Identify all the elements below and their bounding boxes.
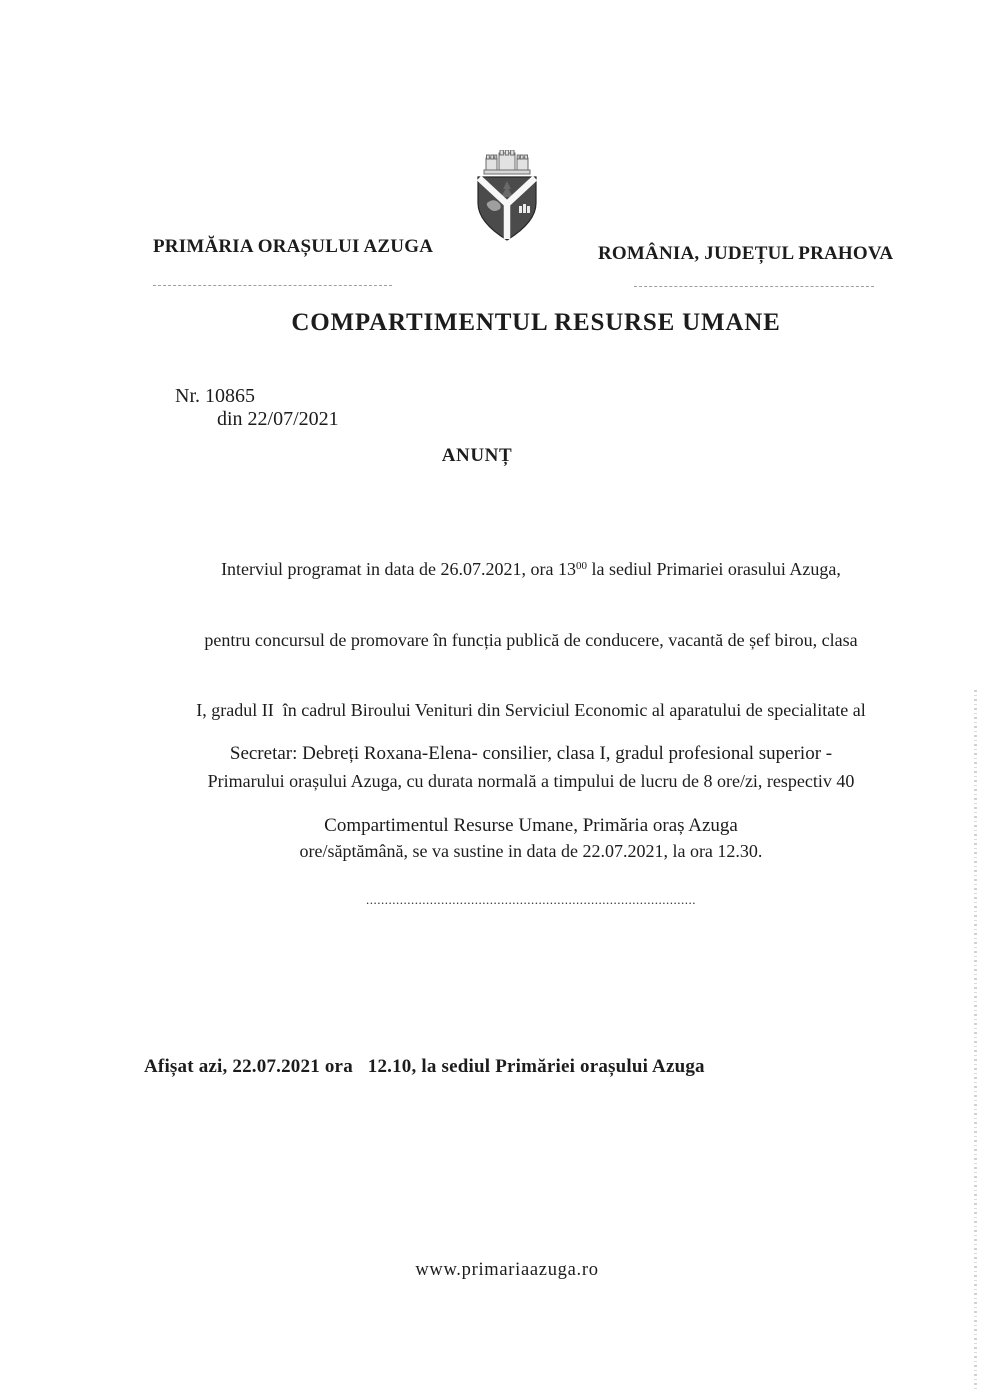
line1-text-after-sup: la sediul Primariei orasului Azuga, bbox=[586, 559, 841, 579]
line1-text-before-sup: Interviul programat in data de 26.07.2021, ora 13 bbox=[221, 559, 576, 579]
divider-right bbox=[634, 286, 874, 287]
dotted-signature-line: ........................................................................................ bbox=[366, 892, 696, 907]
announcement-heading: ANUNȚ bbox=[441, 445, 513, 466]
secretary-line-2: Compartimentul Resurse Umane, Primăria oraș Azuga bbox=[324, 815, 738, 836]
posted-notice: Afișat azi, 22.07.2021 ora 12.10, la sediul Primăriei orașului Azuga bbox=[144, 1056, 705, 1077]
secretary-block bbox=[36, 694, 990, 955]
registration-line bbox=[155, 362, 339, 454]
paragraph-line-1 bbox=[36, 558, 990, 582]
institution-name: PRIMĂRIA ORAȘULUI AZUGA bbox=[153, 236, 434, 257]
divider-left bbox=[153, 285, 392, 286]
scan-artifact-line bbox=[974, 690, 977, 1390]
registration-number: Nr. 10865 bbox=[175, 385, 255, 407]
county-name: ROMÂNIA, JUDEȚUL PRAHOVA bbox=[598, 243, 894, 264]
website-url: www.primariaazuga.ro bbox=[415, 1260, 599, 1280]
paragraph-line-4: Primarului orașului Azuga, cu durata normală a timpului de lucru de 8 ore/zi, respectiv 40 bbox=[207, 770, 855, 791]
department-title: COMPARTIMENTUL RESURSE UMANE bbox=[291, 309, 781, 336]
paragraph-line-3: I, gradul II în cadrul Biroului Venituri din Serviciul Economic al aparatului de specialitate al bbox=[196, 700, 866, 720]
paragraph-line-5: ore/săptămână, se va sustine in data de 22.07.2021, la ora 12.30. bbox=[299, 841, 763, 861]
coat-of-arms-icon bbox=[474, 150, 540, 244]
hour-superscript: 00 bbox=[575, 560, 587, 572]
registration-date: din 22/07/2021 bbox=[217, 408, 339, 430]
paragraph-line-2: pentru concursul de promovare în funcția publică de conducere, vacantă de șef birou, clasa bbox=[204, 629, 858, 650]
coat-of-arms-svg bbox=[474, 150, 540, 244]
secretary-line-1: Secretar: Debreți Roxana-Elena- consilier, clasa I, gradul profesional superior - bbox=[229, 743, 833, 764]
